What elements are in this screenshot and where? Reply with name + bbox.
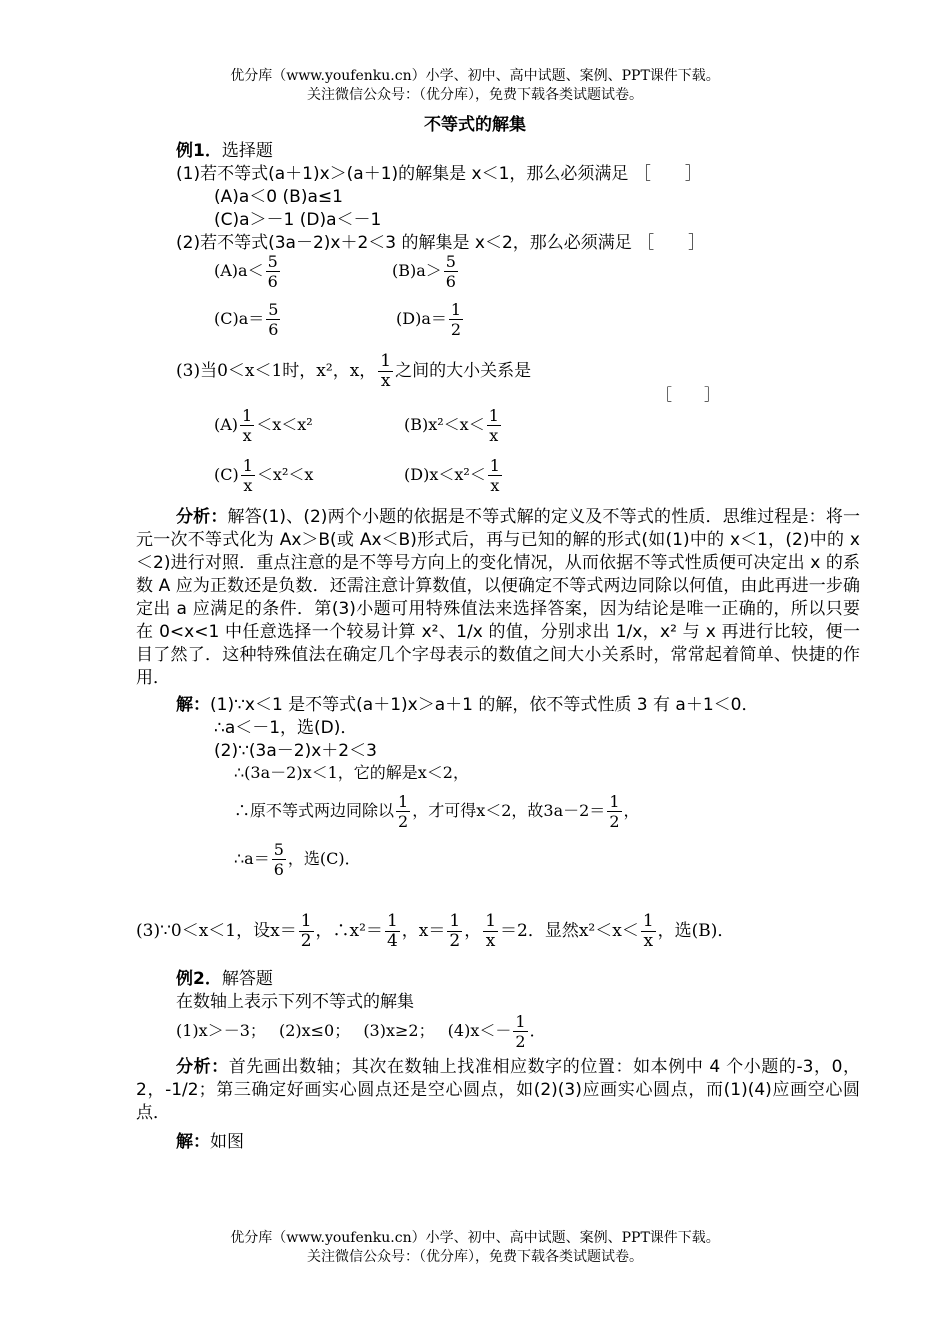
q2-option-b: (B)a＞ $\frac{5}{6}$ [392, 252, 456, 291]
q1-text: (1)若不等式(a＋1)x＞(a＋1)的解集是 x＜1，那么必须满足 ［ ］ [176, 164, 702, 184]
analysis-2-label: 分析： [176, 1057, 229, 1077]
q2-option-a: (A)a＜ $\frac{5}{6}$ [214, 252, 278, 291]
example-2-name: 解答题 [221, 969, 273, 989]
footer-line-1: 优分库（www.youfenku.cn）小学、初中、高中试题、案例、PPT课件下载。 [230, 1230, 720, 1246]
q3-option-b: (B)x²＜x＜ $\frac{1}{x}$ [404, 406, 499, 445]
solution-1-line-7: (3)∵0＜x＜1，设x＝ $\frac{1}{2}$ ，∴x²＝ $\frac{1}{4}$ ，x＝ $\frac{1}{2}$ ， $\frac{1}{x}$ ＝2．显然x²＜x＜ $\frac{1}{x}$ ，选(B)． [136, 911, 735, 951]
example-2-heading [176, 964, 273, 989]
example-1-heading [176, 136, 273, 161]
q2-option-c: (C)a＝ $\frac{5}{6}$ [214, 300, 279, 339]
q1-options-cd: (C)a＞－1 (D)a＜－1 [214, 210, 382, 230]
solution-2-label: 解： [176, 1132, 210, 1152]
example-1-name: 选择题 [221, 141, 273, 161]
page-title: 不等式的解集 [424, 115, 526, 135]
q3-option-d: (D)x＜x²＜ $\frac{1}{x}$ [404, 456, 500, 495]
solution-1-label: 解： [176, 695, 210, 715]
footer-line-2: 关注微信公众号：（优分库），免费下载各类试题试卷。 [307, 1249, 643, 1265]
solution-1-line-6: ∴a＝ $\frac{5}{6}$ ，选(C)． [234, 840, 361, 879]
q3-answer-bracket: ［ ］ [656, 385, 721, 404]
example-2-items: (1)x＞－3； (2)x≤0； (3)x≥2； (4)x＜－ $\frac{1}{2}$ ． [176, 1012, 546, 1051]
solution-1-line-1: 解：(1)∵x＜1 是不等式(a＋1)x＞a＋1 的解，依不等式性质 3 有 a＋1＜0． [176, 695, 759, 715]
example-2-label: 例2． [176, 969, 222, 989]
analysis-2-text: 首先画出数轴；其次在数轴上找准相应数字的位置：如本例中 4 个小题的-3，0，2，-1/2；第三确定好画实心圆点还是空心圆点，如(2)(3)应画实心圆点，而(1)(4)应画空心圆点． [136, 1057, 861, 1123]
q2-text: (2)若不等式(3a－2)x＋2＜3 的解集是 x＜2，那么必须满足 ［ ］ [176, 233, 706, 253]
solution-1-line-4: ∴(3a－2)x＜1，它的解是x＜2， [234, 763, 469, 782]
solution-2-line: 解：如图 [176, 1132, 244, 1152]
q3-option-a: (A) $\frac{1}{x}$ ＜x＜x² [214, 406, 313, 445]
analysis-1-label: 分析： [176, 507, 228, 527]
analysis-1-text: 解答(1)、(2)两个小题的依据是不等式解的定义及不等式的性质．思维过程是：将一元一次不等式化为 Ax＞B(或 Ax＜B)形式后，再与已知的解的形式(如(1)中的 x＜1，(2)中的 x＜2)进行对照．重点注意的是不等号方向上的变化情况，从而依据不等式性质便可决定出 x 的系数 A 应为正数还是负数．还需注意计算数值，以便确定不等式两边同除以何值，由此再进一步确定出 a 应满足的条件．第(3)小题可用特殊值法来选择答案，因为结论是唯一正确的，所以只要在 0<x<1 中任意选择一个较易计算 x²、1/x 的值，分别求出 1/x，x² 与 x 再进行比较，便一目了然了．这种特殊值法在确定几个字母表示的数值之间大小关系时，常常起着简单、快捷的作用． [136, 507, 860, 688]
solution-1-line-3: (2)∵(3a－2)x＋2＜3 [214, 741, 377, 761]
analysis-1-paragraph [136, 506, 860, 690]
analysis-2-paragraph [136, 1056, 860, 1125]
header-line-1: 优分库（www.youfenku.cn）小学、初中、高中试题、案例、PPT课件下载。 [230, 68, 720, 84]
solution-1-line-5: ∴原不等式两边同除以 $\frac{1}{2}$ ，才可得x＜2，故3a－2＝ $\frac{1}{2}$ ， [234, 792, 640, 831]
header-line-2: 关注微信公众号：（优分库），免费下载各类试题试卷。 [307, 87, 643, 103]
q1-options-ab: (A)a＜0 (B)a≤1 [214, 187, 343, 207]
example-2-prompt: 在数轴上表示下列不等式的解集 [176, 992, 414, 1012]
q3-option-c: (C) $\frac{1}{x}$ ＜x²＜x [214, 456, 314, 495]
q3-text: (3)当0＜x＜1时，x²，x， $\frac{1}{x}$ 之间的大小关系是 [176, 351, 532, 391]
q2-option-d: (D)a＝ $\frac{1}{2}$ [396, 300, 462, 339]
example-1-label: 例1． [176, 141, 222, 161]
solution-1-line-2: ∴a＜－1，选(D)． [214, 718, 358, 738]
